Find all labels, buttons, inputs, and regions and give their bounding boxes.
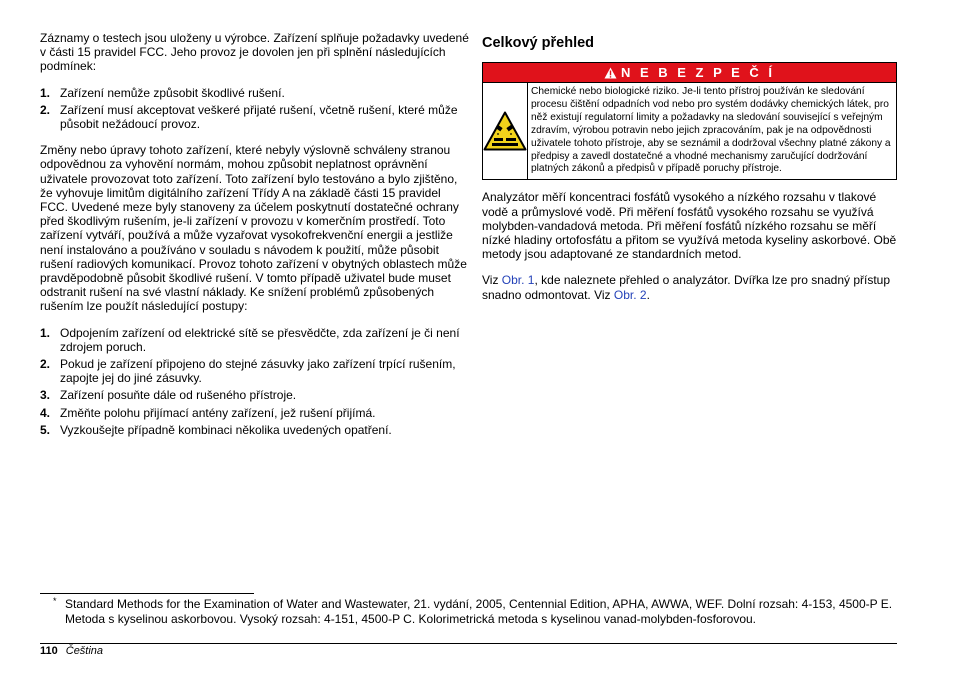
footnote-divider xyxy=(40,593,254,594)
remedy-steps-list xyxy=(40,326,470,437)
list-text: Vyzkoušejte případně kombinaci několika uvedených opatření. xyxy=(60,422,392,437)
list-item xyxy=(40,406,470,420)
conditions-list xyxy=(40,86,470,132)
footnote-text: Standard Methods for the Examination of Water and Wastewater, 21. vydání, 2005, Centennial Edition, APHA, AWWA, WEF. Dolní rozsah: 4-153, 4500-P E. Metoda s kyselinou askorbovou. Vysoký rozsah: 4-151, 4500-P C. Kolorimetrická metoda s kyselinou vanad-molybden-fosforovou. xyxy=(65,597,893,626)
language-label: Čeština xyxy=(65,645,104,657)
list-item xyxy=(40,423,470,437)
figure-1-link[interactable]: Obr. 1 xyxy=(501,273,535,288)
analyzer-paragraph: Analyzátor měří koncentraci fosfátů vysokého a nízkého rozsahu v tlakové vodě a průmyslové vodě. Při měření fosfátů vysokého rozsahu se využívá molybden-vandadová metoda. Při měření fosfátů nízkého rozsahu se měří nízké hladiny ortofosfátu a přitom se využívá metoda kyseliny askorbové. Obě metody jsou adaptované ze standardních metod. xyxy=(482,190,897,262)
danger-body xyxy=(483,83,896,179)
reference-text: Viz xyxy=(482,273,502,288)
section-heading: Celkový přehled xyxy=(482,35,595,51)
page-number: 110 xyxy=(40,645,58,657)
reference-text: , kde naleznete přehled o analyzátor. Dvířka lze pro snadný přístup snadno odmontovat. Viz xyxy=(482,273,891,302)
list-text: Zařízení nemůže způsobit škodlivé rušení. xyxy=(60,85,285,100)
list-text: Zařízení musí akceptovat veškeré přijaté rušení, včetně rušení, které může působit nežádoucí provoz. xyxy=(60,102,458,132)
page-footer xyxy=(40,644,103,658)
figure-reference-paragraph xyxy=(482,273,898,301)
danger-text: Chemické nebo biologické riziko. Je-li tento přístroj používán ke sledování procesu čištění odpadních vod nebo pro systém dodávky chemických látek, pro něž existují regulatorní limity a požadavky na sledování související s veřejným zdravím, výrobou potravin nebo jejich zpracováním, pak je na odpovědnosti uživatele tohoto přístroje, aby se seznámil a dodržoval všechny platné zákony a předpisy a zavedl dostatečné a vhodné mechanismy zaručující dodržování platných zákonů a předpisů v případě poruchy přístroje. xyxy=(531,86,891,175)
list-item xyxy=(40,388,470,402)
danger-header xyxy=(483,63,896,83)
list-number: 2. xyxy=(40,102,51,117)
list-text: Odpojením zařízení od elektrické sítě se přesvědčte, zda zařízení je či není zdrojem poruch. xyxy=(60,325,460,354)
list-number: 3. xyxy=(40,388,51,403)
list-item xyxy=(40,103,470,131)
right-column xyxy=(482,31,898,314)
list-number: 4. xyxy=(40,405,51,420)
list-item xyxy=(40,357,470,385)
footnote-marker: * xyxy=(53,596,57,606)
list-text: Změňte polohu přijímací antény zařízení, jež rušení přijímá. xyxy=(60,405,376,420)
intro-paragraph: Záznamy o testech jsou uloženy u výrobce. Zařízení splňuje požadavky uvedené v části 15 pravidel FCC. Jeho provoz je dovolen jen při splnění následujících podmínek: xyxy=(40,31,469,74)
list-item xyxy=(40,86,470,100)
footnote xyxy=(53,597,913,626)
footer-divider xyxy=(40,643,897,644)
list-number: 5. xyxy=(40,422,51,437)
list-number: 1. xyxy=(40,85,51,100)
danger-notice xyxy=(482,62,897,180)
list-text: Pokud je zařízení připojeno do stejné zásuvky jako zařízení trpící rušením, zapojte jej do jiné zásuvky. xyxy=(60,357,456,386)
corrosive-hazard-icon xyxy=(483,83,528,179)
list-number: 1. xyxy=(40,325,51,340)
list-text: Zařízení posuňte dále od rušeného přístroje. xyxy=(60,388,297,403)
list-number: 2. xyxy=(40,357,51,372)
reference-text: . xyxy=(646,287,650,302)
list-item xyxy=(40,326,470,354)
figure-2-link[interactable]: Obr. 2 xyxy=(613,287,647,302)
warning-triangle-icon xyxy=(604,65,617,84)
danger-label: N E B E Z P E Č Í xyxy=(620,65,776,80)
fcc-body-paragraph: Změny nebo úpravy tohoto zařízení, které nebyly výslovně schváleny stranou odpovědnou za vyhovění normám, mohou způsobit neplatnost oprávnění uživatele provozovat toto zařízení. Toto zařízení bylo testováno a bylo zjištěno, že vyhovuje limitům digitálního zařízení Třídy A na základě části 15 pravidel FCC. Uvedené meze byly stanoveny za účelem poskytnutí dostatečné ochrany před škodlivým rušením, je-li zařízení v provozu v komerčním prostředí. Toto zařízení vytváří, používá a může vyzařovat vysokofrekvenční energii a jestliže není instalováno a používáno v souladu s návodem k použití, může působit rušení radiových komunikací. Provoz tohoto zařízení v obytných oblastech může pravděpodobně působit škodlivé rušení. V tomto případě uživatel bude muset odstranit rušení na své vlastní náklady. Ke snížení problémů způsobených rušením lze použít následující postupy: xyxy=(40,143,467,314)
left-column xyxy=(40,31,470,449)
